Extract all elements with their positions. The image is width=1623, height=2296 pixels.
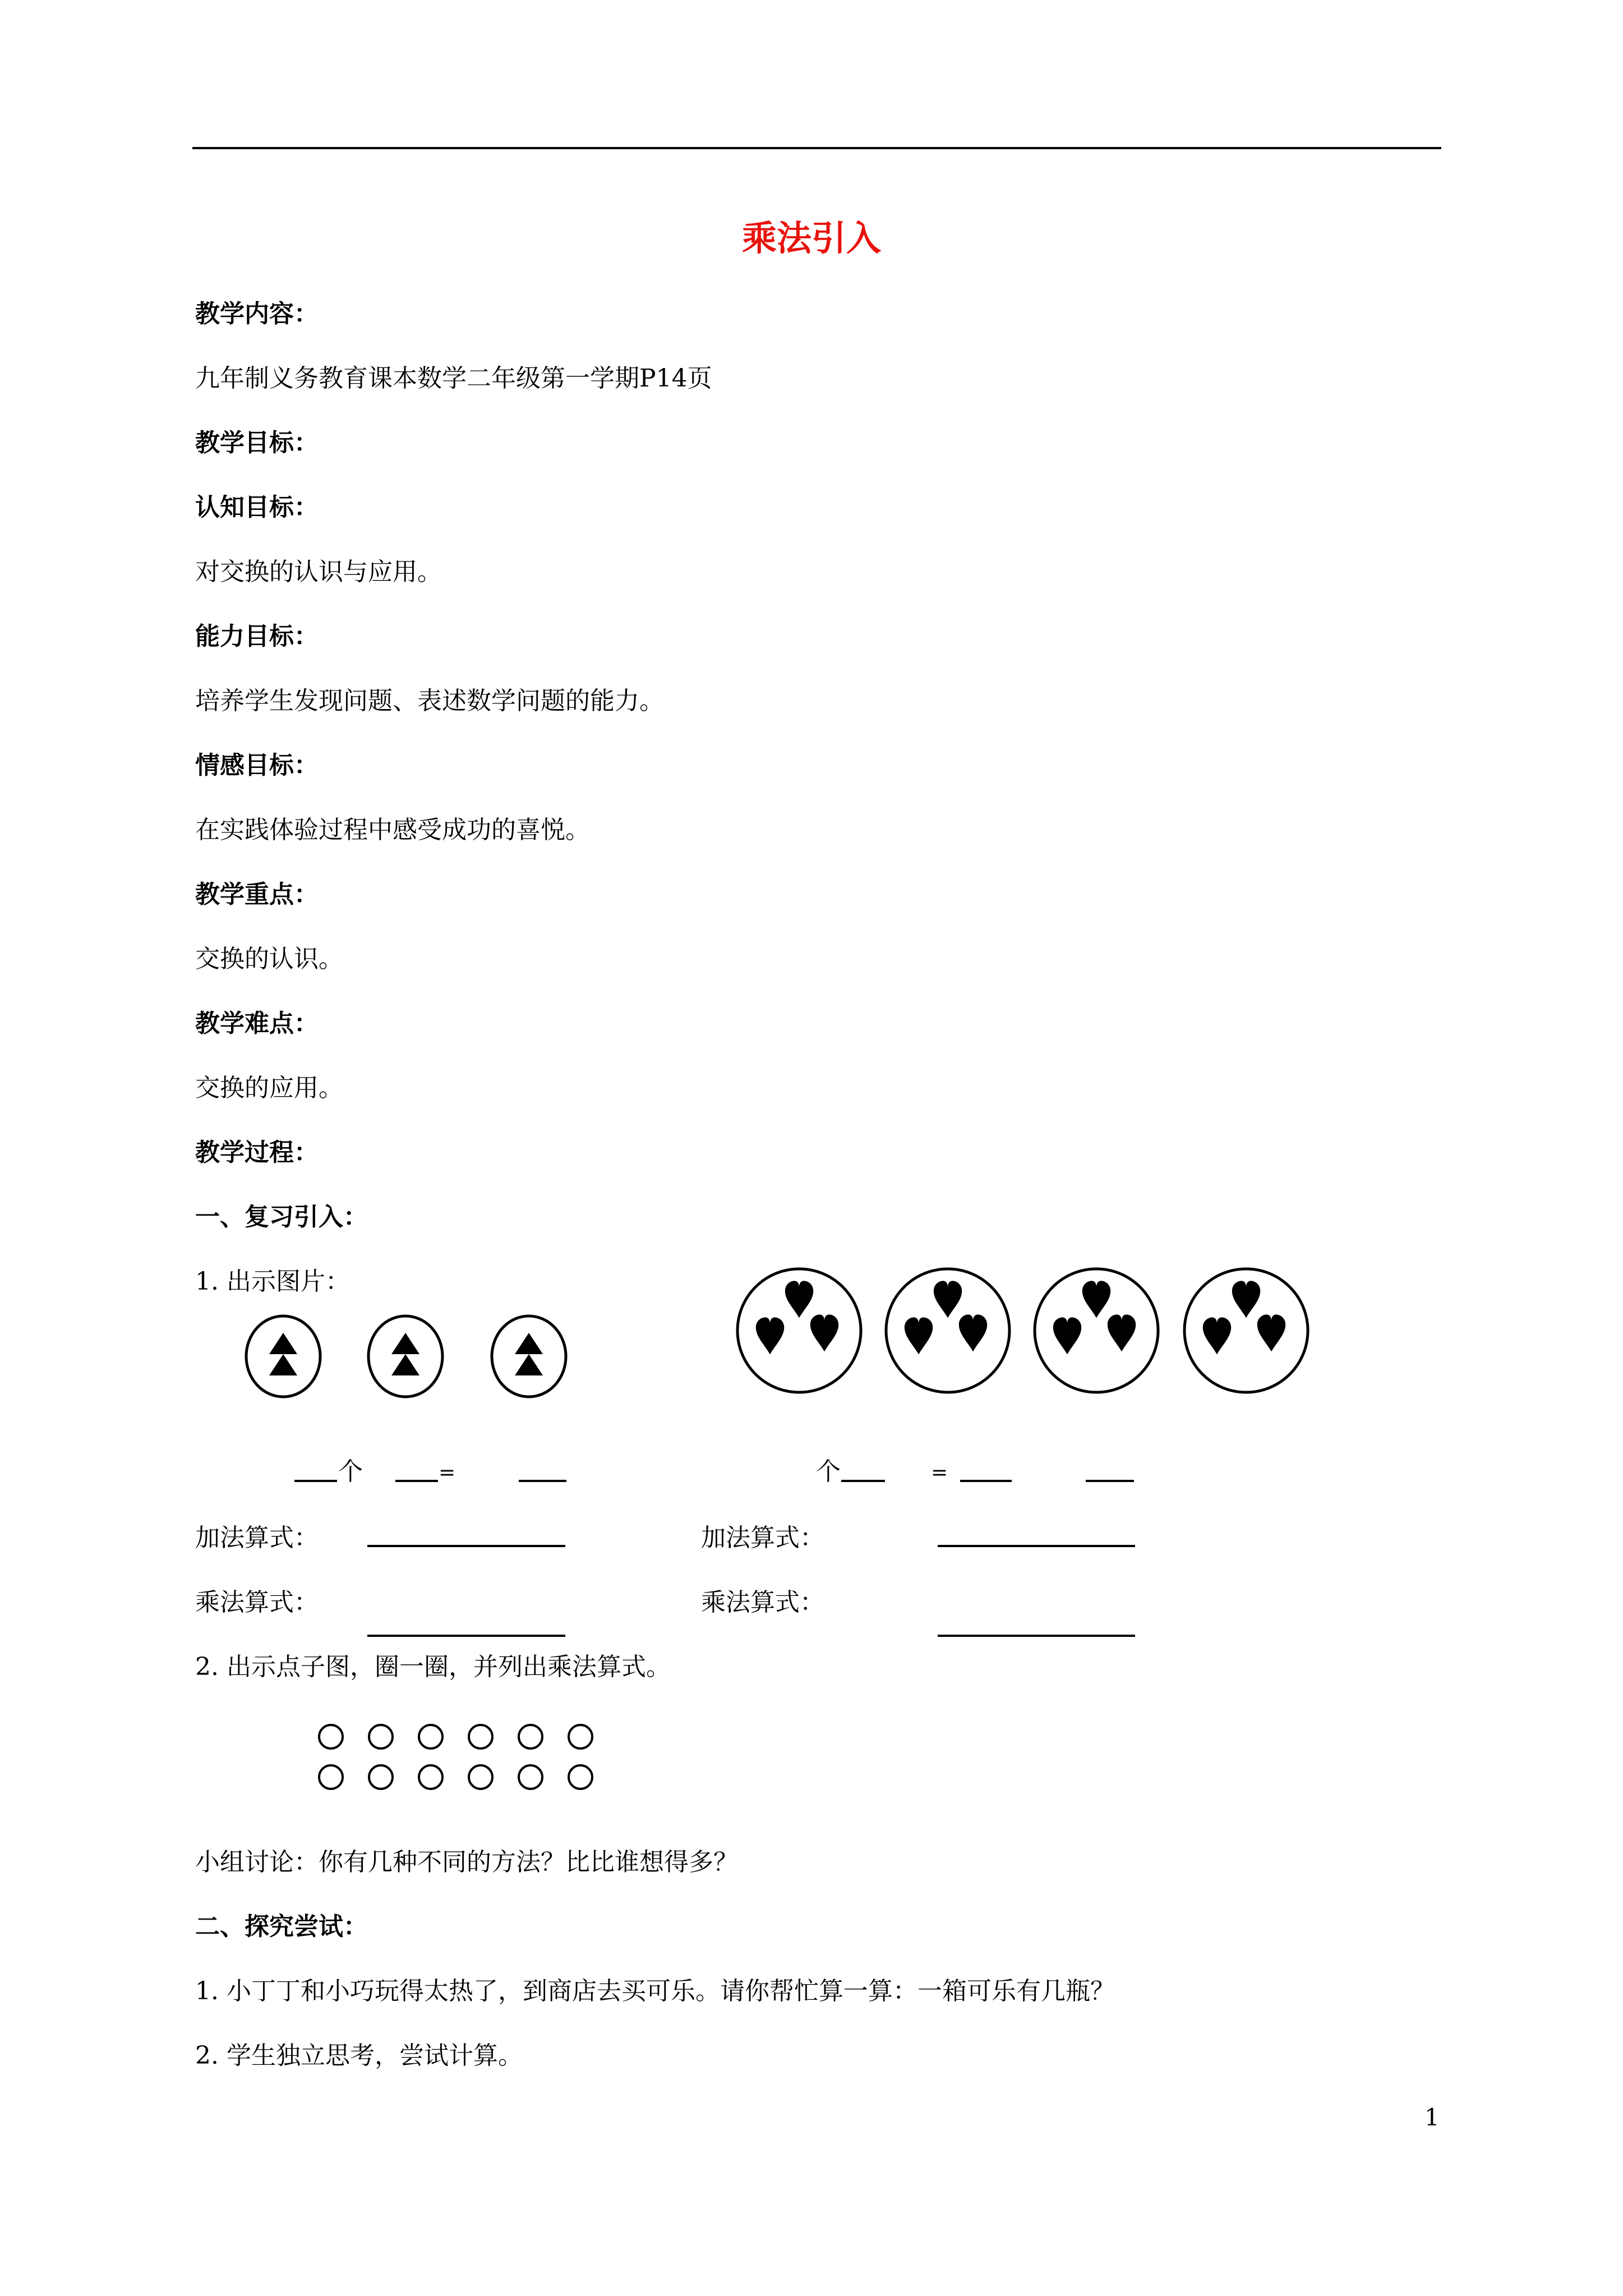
heart-icon — [1053, 1317, 1081, 1354]
heart-group-2 — [886, 1269, 1009, 1392]
right-equals-sign: = — [931, 1461, 948, 1484]
heart-icon — [785, 1281, 813, 1318]
heart-icon — [810, 1314, 838, 1351]
content-label: 教学内容： — [195, 300, 319, 328]
right-multiplication-blank[interactable] — [938, 1635, 1135, 1637]
triangle-group-1 — [246, 1316, 320, 1397]
triangle-icon — [269, 1333, 297, 1354]
key-text: 交换的认识。 — [195, 945, 343, 973]
ability-text: 培养学生发现问题、表述数学问题的能力。 — [195, 687, 664, 715]
left-count-blank[interactable] — [294, 1480, 337, 1482]
dot-circle — [369, 1765, 393, 1789]
group-circle — [368, 1316, 442, 1397]
triangle-icon — [391, 1333, 419, 1354]
heart-icon — [1257, 1314, 1285, 1351]
page-number: 1 — [1424, 2104, 1440, 2131]
dot-circle — [519, 1765, 542, 1789]
left-multiplication-label: 乘法算式： — [195, 1588, 319, 1617]
group-circle — [492, 1316, 566, 1397]
dot-circle — [469, 1725, 492, 1749]
emotion-text: 在实践体验过程中感受成功的喜悦。 — [195, 816, 590, 844]
dot-circle — [519, 1725, 542, 1749]
process-label: 教学过程： — [195, 1138, 319, 1167]
right-multiplication-label: 乘法算式： — [701, 1588, 824, 1617]
cognitive-label: 认知目标： — [195, 493, 319, 522]
triangle-icon — [391, 1354, 419, 1375]
ability-label: 能力目标： — [195, 622, 319, 651]
dot-circle — [569, 1725, 592, 1749]
triangle-icon — [269, 1354, 297, 1375]
part2-label: 二、探究尝试： — [195, 1912, 368, 1941]
item2-text: 2. 出示点子图，圈一圈，并列出乘法算式。 — [195, 1653, 671, 1681]
item1-text: 1. 出示图片： — [195, 1267, 350, 1296]
left-equals-sign: = — [439, 1461, 456, 1484]
triangle-icon — [515, 1333, 543, 1354]
left-unit-label: 个 — [338, 1457, 363, 1486]
part2-item1: 1. 小丁丁和小巧玩得太热了，到商店去买可乐。请你帮忙算一算：一箱可乐有几瓶？ — [195, 1977, 1115, 2005]
right-result-blank[interactable] — [1086, 1480, 1134, 1482]
group-circle — [886, 1269, 1009, 1392]
right-mid-blank[interactable] — [960, 1480, 1012, 1482]
heart-icon — [959, 1314, 987, 1351]
dot-circle — [319, 1725, 343, 1749]
dot-circle — [569, 1765, 592, 1789]
dot-circle — [469, 1765, 492, 1789]
heart-icon — [756, 1317, 784, 1354]
heart-group-4 — [1184, 1269, 1308, 1392]
dot-circle — [419, 1765, 442, 1789]
discussion-text: 小组讨论：你有几种不同的方法？比比谁想得多？ — [195, 1848, 738, 1876]
heart-icon — [1082, 1281, 1110, 1318]
dot-circle — [419, 1725, 442, 1749]
right-addition-label: 加法算式： — [701, 1524, 824, 1552]
header-rule — [192, 147, 1441, 149]
difficulty-label: 教学难点： — [195, 1009, 319, 1038]
right-unit-label: 个 — [816, 1457, 841, 1486]
triangle-group-2 — [368, 1316, 442, 1397]
difficulty-text: 交换的应用。 — [195, 1074, 343, 1102]
heart-group-3 — [1035, 1269, 1158, 1392]
heart-group-1 — [737, 1269, 861, 1392]
group-circle — [737, 1269, 861, 1392]
emotion-label: 情感目标： — [195, 751, 319, 780]
left-addition-label: 加法算式： — [195, 1524, 319, 1552]
right-addition-blank[interactable] — [938, 1545, 1135, 1547]
left-result-blank[interactable] — [519, 1480, 566, 1482]
group-circle — [246, 1316, 320, 1397]
content-text: 九年制义务教育课本数学二年级第一学期P14页 — [195, 364, 712, 393]
dot-circle — [369, 1725, 393, 1749]
heart-icon — [1108, 1314, 1136, 1351]
triangle-icon — [515, 1354, 543, 1375]
right-groups-blank[interactable] — [841, 1480, 885, 1482]
heart-icon — [1203, 1317, 1231, 1354]
dot-circle — [319, 1765, 343, 1789]
left-groups-blank[interactable] — [395, 1480, 438, 1482]
part1-label: 一、复习引入： — [195, 1203, 368, 1231]
group-circle — [1184, 1269, 1308, 1392]
group-circle — [1035, 1269, 1158, 1392]
left-addition-blank[interactable] — [367, 1545, 565, 1547]
cognitive-text: 对交换的认识与应用。 — [195, 558, 442, 586]
heart-icon — [905, 1317, 933, 1354]
heart-icon — [1232, 1281, 1260, 1318]
triangle-group-3 — [492, 1316, 566, 1397]
page-title: 乘法引入 — [741, 218, 881, 259]
key-label: 教学重点： — [195, 880, 319, 909]
heart-icon — [934, 1281, 962, 1318]
goals-label: 教学目标： — [195, 429, 319, 457]
part2-item2: 2. 学生独立思考，尝试计算。 — [195, 2041, 523, 2070]
left-multiplication-blank[interactable] — [367, 1635, 565, 1637]
